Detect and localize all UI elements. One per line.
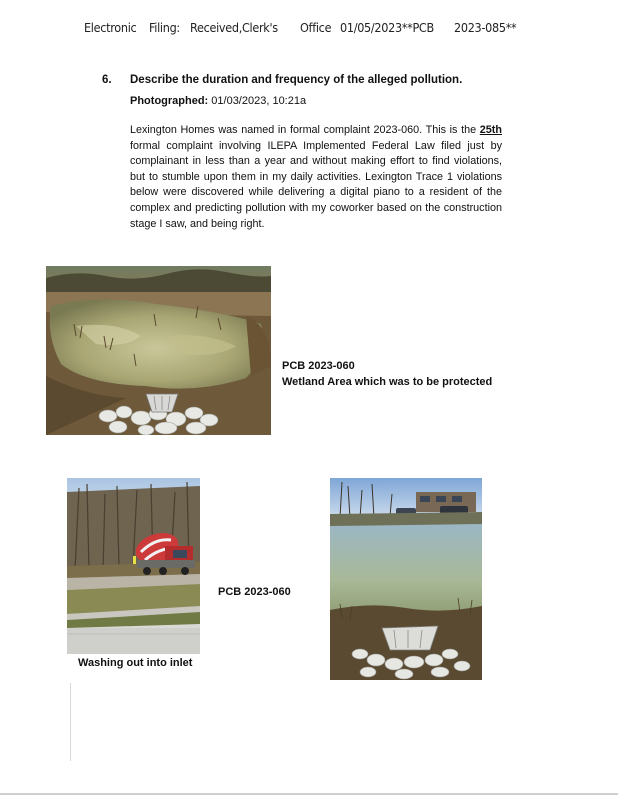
page-bottom-rule bbox=[0, 793, 618, 795]
filing-header bbox=[0, 20, 618, 38]
header-filing: Filing: bbox=[149, 20, 180, 35]
description-paragraph bbox=[130, 123, 502, 232]
header-electronic: Electronic bbox=[84, 20, 137, 35]
paragraph-part2: formal complaint involving ILEPA Implemented Federal Law filed just by complainant in less than a year and without making effort to find violations, but to stumble upon them in my daily activities. Lexington Trace 1 violations below were discovered while delivering a digital piano to a resident of the complex and predicting pollution with my coworker based on the construction stage I saw, and being right. bbox=[130, 139, 502, 230]
header-received: Received,Clerk's bbox=[190, 20, 278, 35]
middle-case-caption: PCB 2023-060 bbox=[218, 586, 291, 598]
paragraph-emphasis: 25th bbox=[479, 124, 502, 136]
wetland-photo bbox=[46, 266, 271, 435]
left-desc-caption: Washing out into inlet bbox=[78, 657, 193, 669]
header-office: Office bbox=[300, 20, 332, 35]
photographed-value: 01/03/2023, 10:21a bbox=[211, 95, 307, 107]
top-desc-caption: Wetland Area which was to be protected bbox=[282, 376, 493, 388]
truck-photo bbox=[67, 478, 200, 654]
paragraph-part1: Lexington Homes was named in formal complaint 2023-060. This is the bbox=[130, 124, 480, 136]
photographed-label: Photographed: bbox=[130, 95, 209, 107]
question-number: 6. bbox=[102, 74, 112, 86]
header-date-pcb: 01/05/2023**PCB bbox=[340, 20, 434, 35]
header-case-number: 2023-085** bbox=[454, 20, 517, 35]
question-text: Describe the duration and frequency of the alleged pollution. bbox=[130, 74, 463, 86]
photographed-line bbox=[130, 95, 306, 107]
margin-rule bbox=[70, 683, 71, 761]
pond-inlet-photo bbox=[330, 478, 482, 680]
top-case-caption: PCB 2023-060 bbox=[282, 360, 355, 372]
